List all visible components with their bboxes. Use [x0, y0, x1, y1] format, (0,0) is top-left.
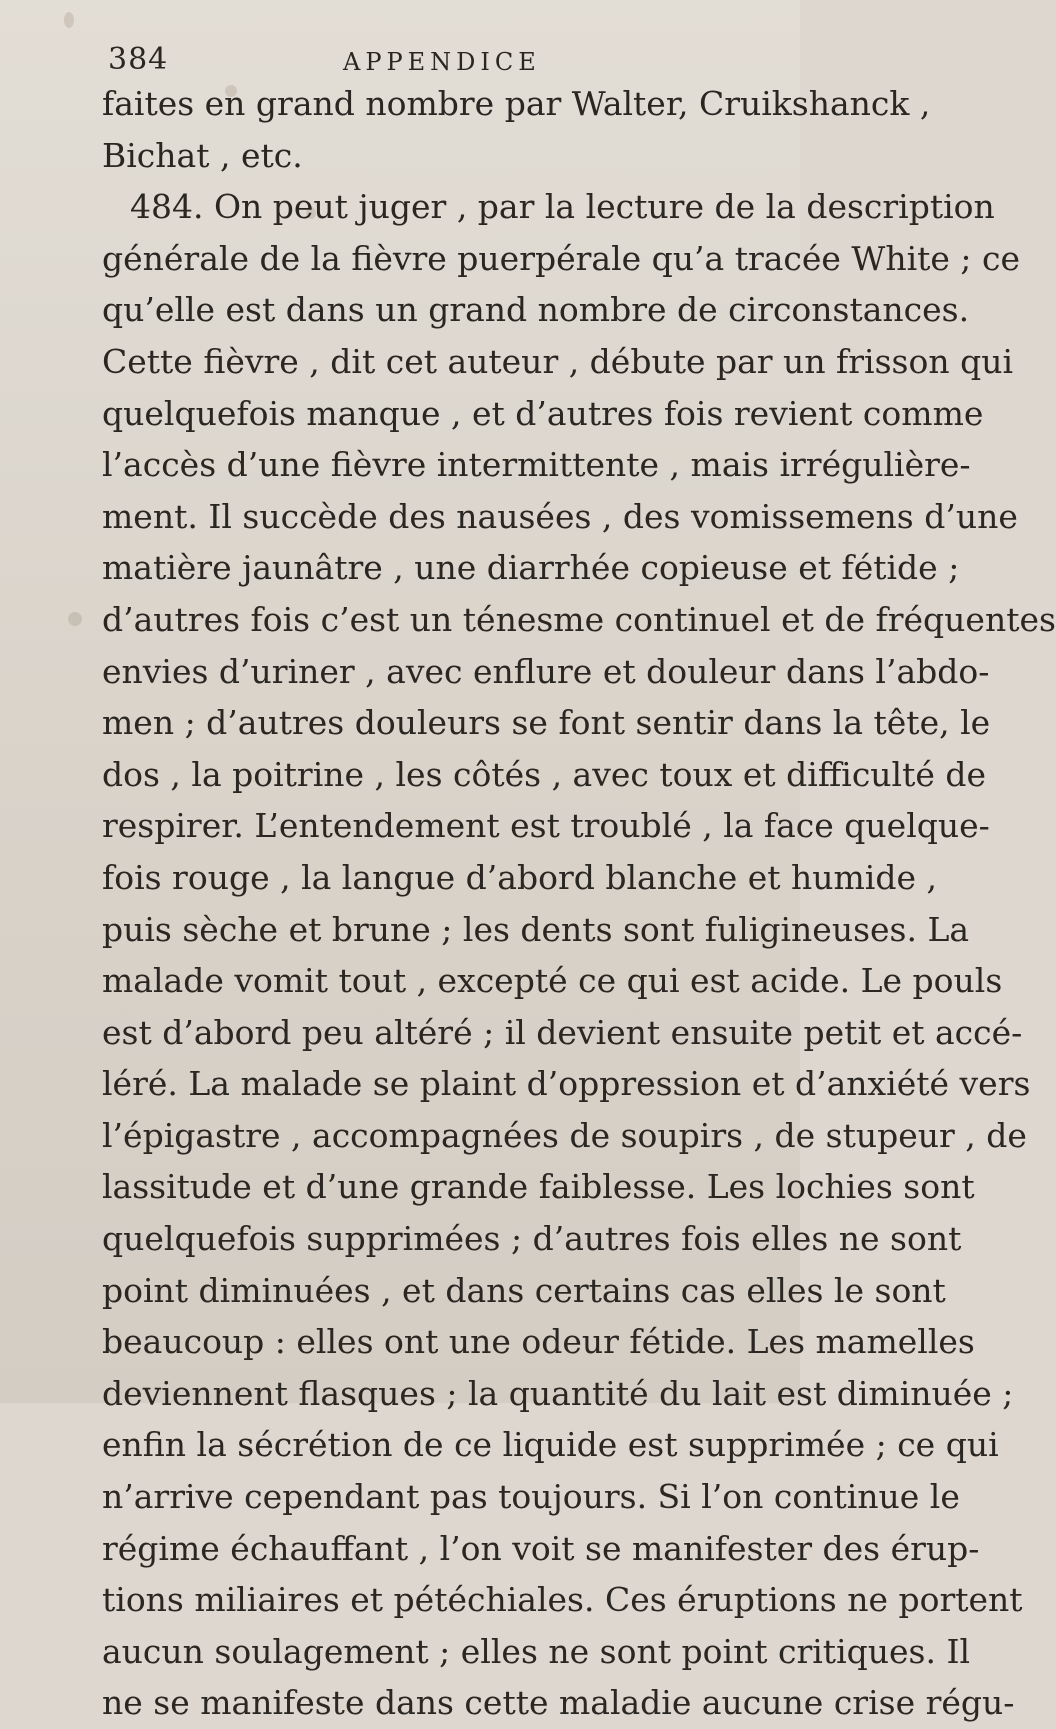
paper-stain — [68, 612, 82, 626]
text-line: quelquefois supprimées ; d’autres fois elles ne sont — [102, 1219, 962, 1259]
text-line: deviennent flasques ; la quantité du lait est diminuée ; — [102, 1373, 1014, 1413]
text-line: ment. Il succède des nausées , des vomissemens d’une — [102, 496, 1018, 536]
running-head: APPENDICE — [343, 48, 541, 76]
text-line: générale de la fièvre puerpérale qu’a tracée White ; ce — [102, 238, 1021, 278]
text-line: lassitude et d’une grande faiblesse. Les lochies sont — [102, 1167, 975, 1207]
text-line: léré. La malade se plaint d’oppression et d’anxiété vers — [102, 1064, 1031, 1104]
text-line: tions miliaires et pétéchiales. Ces éruptions ne portent — [102, 1580, 1023, 1620]
text-line: fois rouge , la langue d’abord blanche et humide , — [102, 857, 937, 897]
text-line: ne se manifeste dans cette maladie aucune crise régu- — [102, 1683, 1015, 1723]
text-line: enfin la sécrétion de ce liquide est supprimée ; ce qui — [102, 1425, 999, 1465]
text-line: respirer. L’entendement est troublé , la face quelque- — [102, 806, 990, 846]
text-line: matière jaunâtre , une diarrhée copieuse et fétide ; — [102, 548, 960, 588]
text-line: puis sèche et brune ; les dents sont fuligineuses. La — [102, 909, 970, 949]
text-line: dos , la poitrine , les côtés , avec toux et difficulté de — [102, 754, 987, 794]
body-text — [102, 78, 1056, 1729]
text-line: qu’elle est dans un grand nombre de circonstances. — [102, 290, 970, 330]
text-line: l’épigastre , accompagnées de soupirs , de stupeur , de — [102, 1115, 1027, 1155]
text-line: n’arrive cependant pas toujours. Si l’on continue le — [102, 1477, 960, 1517]
text-line: malade vomit tout , excepté ce qui est acide. Le pouls — [102, 961, 1003, 1001]
text-line: 484. On peut juger , par la lecture de la description — [130, 187, 995, 227]
paper-stain — [64, 12, 74, 28]
text-line: faites en grand nombre par Walter, Cruikshanck , — [102, 84, 931, 123]
page-number: 384 — [108, 42, 169, 77]
text-line: quelquefois manque , et d’autres fois revient comme — [102, 393, 984, 433]
text-line: Bichat , etc. — [102, 135, 303, 175]
text-line: l’accès d’une fièvre intermittente , mais irrégulière- — [102, 445, 971, 485]
text-line: men ; d’autres douleurs se font sentir dans la tête, le — [102, 703, 991, 743]
text-line: Cette fièvre , dit cet auteur , débute par un frisson qui — [102, 341, 1014, 381]
text-line: d’autres fois c’est un ténesme continuel et de fréquentes — [102, 599, 1056, 639]
page-header — [108, 42, 740, 82]
text-line: point diminuées , et dans certains cas elles le sont — [102, 1270, 946, 1310]
text-line: aucun soulagement ; elles ne sont point critiques. Il — [102, 1631, 971, 1671]
text-line: est d’abord peu altéré ; il devient ensuite petit et accé- — [102, 1012, 1023, 1052]
text-line: beaucoup : elles ont une odeur fétide. Les mamelles — [102, 1322, 975, 1362]
text-line: envies d’uriner , avec enflure et douleur dans l’abdo- — [102, 651, 990, 691]
text-line: régime échauffant , l’on voit se manifester des érup- — [102, 1528, 980, 1568]
